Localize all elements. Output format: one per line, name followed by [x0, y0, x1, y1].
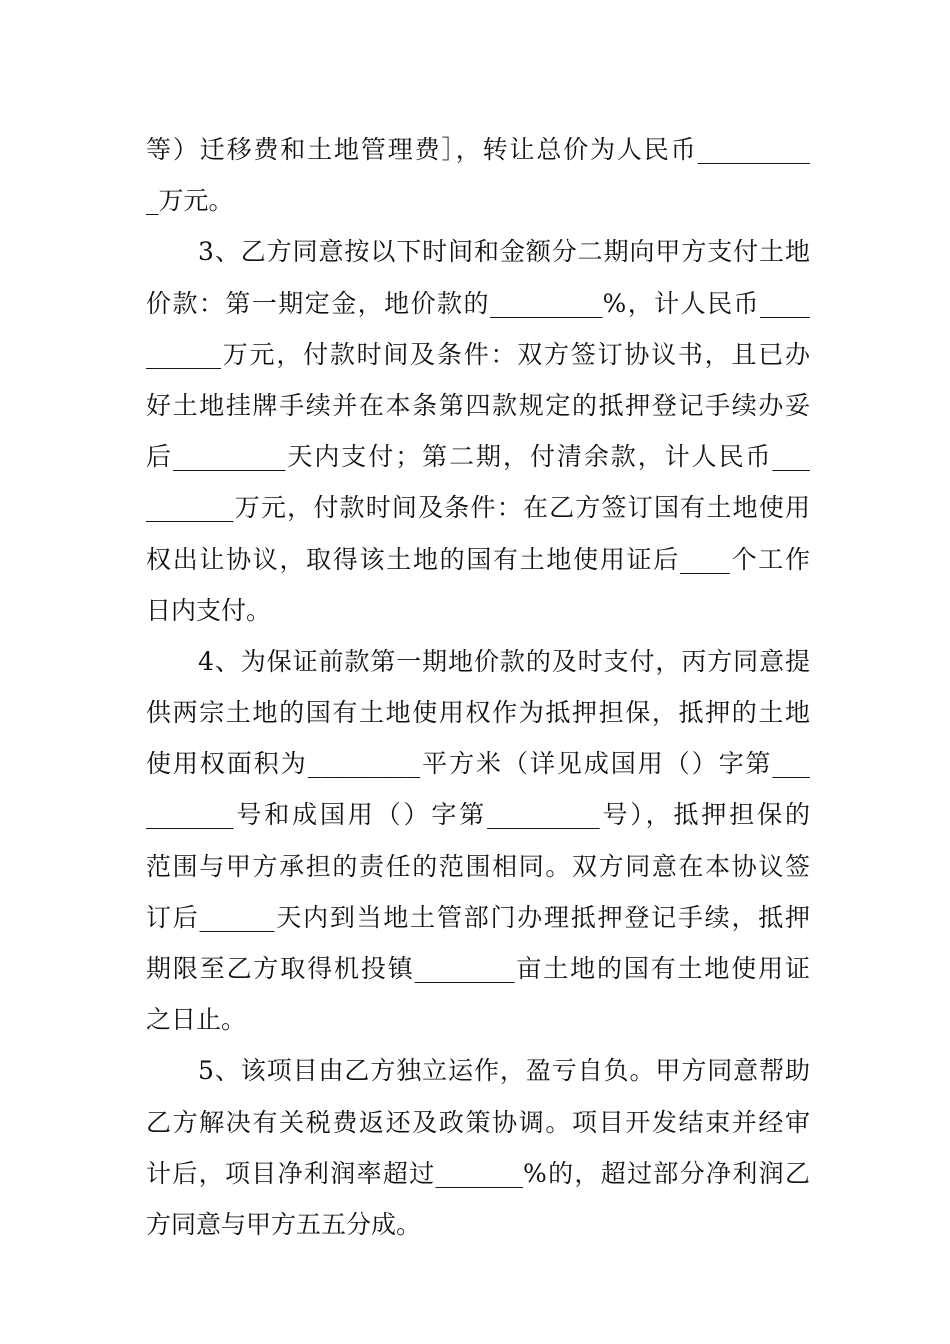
text-line: 供两宗土地的国有土地使用权作为抵押担保，抵押的土地 [146, 698, 810, 728]
text-line: 期限至乙方取得机投镇________亩土地的国有土地使用证 [146, 954, 810, 983]
paragraph-start-line: 4、为保证前款第一期地价款的及时支付，丙方同意提 [198, 646, 810, 676]
paragraph-start-line: 5、该项目由乙方独立运作，盈亏自负。甲方同意帮助 [198, 1056, 810, 1086]
text-line: 乙方解决有关税费返还及政策协调。项目开发结束并经审 [146, 1107, 810, 1137]
text-line: 好土地挂牌手续并在本条第四款规定的抵押登记手续办妥 [146, 390, 810, 420]
text-line: 订后______天内到当地土管部门办理抵押登记手续，抵押 [146, 902, 810, 932]
text-line: 价款：第一期定金，地价款的_________%，计人民币____ [146, 288, 810, 318]
text-line: 等）迁移费和土地管理费］，转让总价为人民币_________ [146, 135, 810, 164]
text-line: 之日止。 [146, 1005, 247, 1035]
text-line: 日内支付。 [146, 595, 272, 625]
contract-text [146, 124, 810, 1250]
paragraph-start-line: 3、乙方同意按以下时间和金额分二期向甲方支付土地 [198, 237, 810, 267]
text-line: _______万元，付款时间及条件：在乙方签订国有土地使用 [146, 493, 810, 523]
text-line: 使用权面积为_________平方米（详见成国用（）字第___ [146, 749, 810, 779]
text-line: 权出让协议，取得该土地的国有土地使用证后____个工作 [146, 544, 810, 574]
text-line: ______万元，付款时间及条件：双方签订协议书，且已办 [146, 339, 810, 369]
text-line: 后_________天内支付；第二期，付清余款，计人民币___ [146, 442, 810, 472]
text-line: _万元。 [146, 186, 234, 216]
text-line: 方同意与甲方五五分成。 [146, 1209, 422, 1239]
text-line: 范围与甲方承担的责任的范围相同。双方同意在本协议签 [146, 851, 810, 881]
text-line: 计后，项目净利润率超过_______%的，超过部分净利润乙 [146, 1158, 810, 1188]
text-line: _______号和成国用（）字第_________号），抵押担保的 [146, 800, 810, 830]
